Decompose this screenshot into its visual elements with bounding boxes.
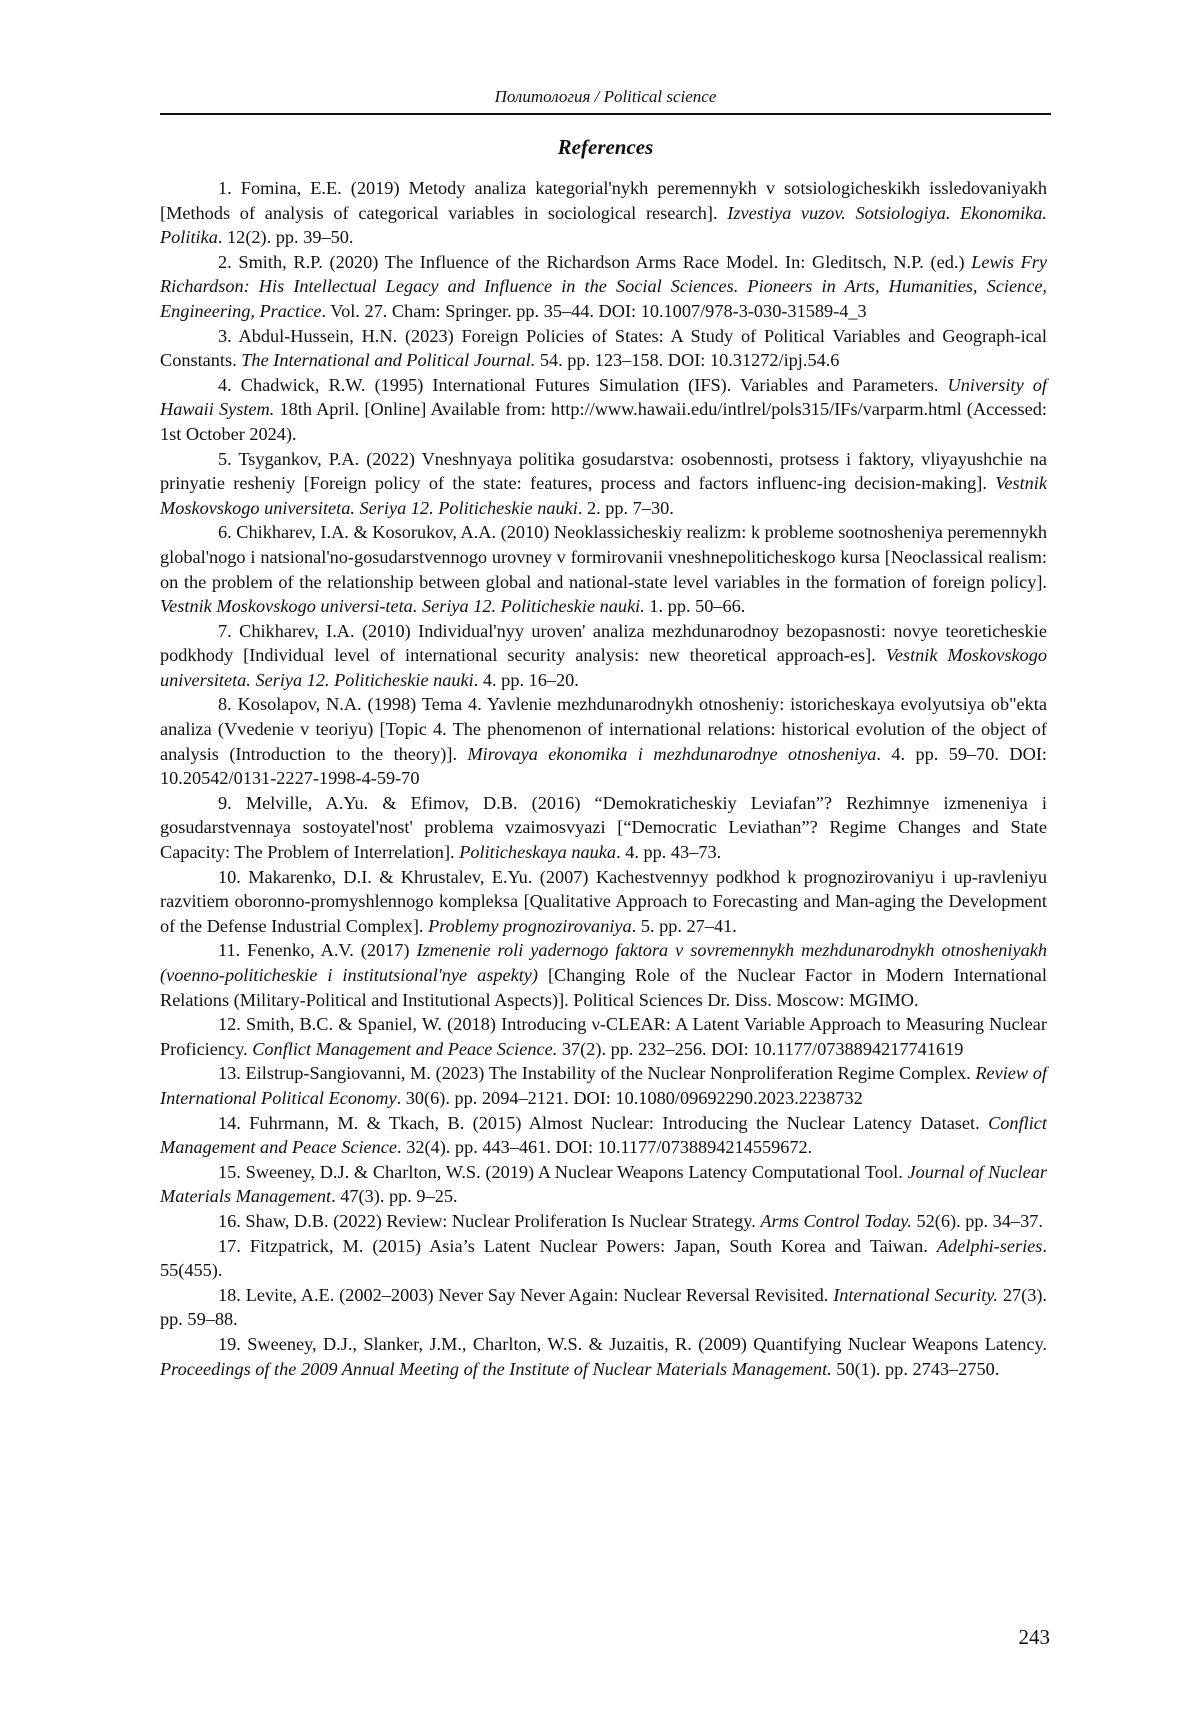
reference-item [160, 692, 1047, 790]
reference-item [160, 1283, 1047, 1332]
reference-item [160, 1234, 1047, 1283]
reference-source-title: Proceedings of the 2009 Annual Meeting of the Institute of Nuclear Materials Management. [160, 1358, 832, 1379]
reference-text: Chikharev, I.A. & Kosorukov, A.A. (2010) Neoklassicheskiy realizm: k probleme sootnosheniya peremennykh global'nogo i natsional'no-gosudarstvennogo urovney v formirovanii vneshnepoliticheskogo kursa [Neoclassical realism: on the problem of the relationship between global and national-state level variables in the formation of foreign policy]. [160, 522, 1047, 592]
reference-details: 54. pp. 123–158. DOI: 10.31272/ipj.54.6 [535, 350, 840, 371]
reference-number: 5. [218, 448, 232, 469]
reference-item [160, 324, 1047, 373]
reference-text: Makarenko, D.I. & Khrustalev, E.Yu. (2007) Kachestvennyy podkhod k prognozirovaniyu i up-ravleniyu razvitiem oboronno-promyshlennogo kompleksa [Qualitative Approach to Forecasting and Man-aging the Development of the Defense Industrial Complex]. [160, 866, 1047, 936]
reference-number: 15. [218, 1161, 241, 1182]
reference-source-title: Vestnik Moskovskogo universi-teta. Seriya 12. Politicheskie nauki. [160, 596, 645, 617]
reference-item [160, 520, 1047, 618]
reference-number: 12. [218, 1014, 241, 1035]
reference-source-title: Review of International Political Economy [160, 1063, 1047, 1108]
reference-source-title: Problemy prognozirovaniya [428, 915, 632, 936]
reference-number: 6. [218, 522, 232, 543]
reference-item [160, 447, 1047, 521]
reference-item [160, 176, 1047, 250]
reference-details: 50(1). pp. 2743–2750. [831, 1358, 1000, 1379]
reference-source-title: Lewis Fry Richardson: His Intellectual Legacy and Influence in the Social Sciences. Pioneers in Arts, Humanities, Science, Engineering, Practice [160, 251, 1047, 321]
reference-details: 27(3). pp. 59–88. [160, 1284, 1047, 1330]
reference-item [160, 1061, 1047, 1110]
reference-text: Sweeney, D.J. & Charlton, W.S. (2019) A Nuclear Weapons Latency Computational Tool. [240, 1161, 908, 1182]
reference-source-title: Conflict Management and Peace Science. [252, 1038, 558, 1059]
reference-item [160, 1160, 1047, 1209]
reference-text: Eilstrup-Sangiovanni, M. (2023) The Instability of the Nuclear Nonproliferation Regime Complex. [240, 1063, 976, 1084]
reference-details: 37(2). pp. 232–256. DOI: 10.1177/0738894217741619 [557, 1038, 964, 1059]
reference-text: Levite, A.E. (2002–2003) Never Say Never Again: Nuclear Reversal Revisited. [240, 1284, 834, 1305]
reference-number: 18. [218, 1284, 241, 1305]
reference-item [160, 373, 1047, 447]
reference-text: Chikharev, I.A. (2010) Individual'nyy uroven' analiza mezhdunarodnoy bezopasnosti: novye teoreticheskie podkhody [Individual level of international security analysis: new theoretical approach-es]. [160, 620, 1047, 666]
reference-text: Sweeney, D.J., Slanker, J.M., Charlton, W.S. & Juzaitis, R. (2009) Quantifying Nuclear Weapons Latency. [240, 1333, 1047, 1354]
reference-item [160, 865, 1047, 939]
reference-item [160, 250, 1047, 324]
running-head: Политология / Political science [494, 87, 717, 106]
reference-details: 52(6). pp. 34–37. [911, 1210, 1043, 1231]
reference-details: . 4. pp. 59–70. DOI: 10.20542/0131-2227-1998-4-59-70 [160, 743, 1047, 789]
page-number: 243 [1018, 1625, 1050, 1649]
reference-source-title: Mirovaya ekonomika i mezhdunarodnye otnosheniya [467, 743, 877, 764]
reference-details: [Changing Role of the Nuclear Factor in Modern International Relations (Military-Political and Institutional Aspects)]. Political Sciences Dr. Diss. Moscow: MGIMO. [160, 965, 1047, 1010]
reference-text: Smith, R.P. (2020) The Influence of the Richardson Arms Race Model. In: Gleditsch, N.P. (ed.) [231, 251, 972, 272]
reference-source-title: Politicheskaya nauka [459, 842, 617, 863]
reference-number: 2. [218, 251, 232, 272]
reference-details: . 12(2). pp. 39–50. [217, 227, 354, 248]
reference-item [160, 1332, 1047, 1381]
reference-item [160, 1111, 1047, 1160]
reference-item [160, 938, 1047, 1012]
reference-details: . 30(6). pp. 2094–2121. DOI: 10.1080/09692290.2023.2238732 [396, 1087, 863, 1108]
reference-source-title: Izvestiya vuzov. Sotsiologiya. Ekonomika. Politika [160, 202, 1047, 248]
reference-details: 1. pp. 50–66. [644, 596, 746, 617]
reference-number: 7. [218, 620, 232, 641]
reference-item [160, 619, 1047, 693]
reference-text: Abdul-Hussein, H.N. (2023) Foreign Policies of States: A Study of Political Variables and Geograph-ical Constants. [160, 325, 1047, 371]
reference-source-title: Conflict Management and Peace Science [160, 1112, 1047, 1158]
reference-details: . 4. pp. 43–73. [616, 842, 722, 863]
reference-text: Fenenko, A.V. (2017) [240, 940, 417, 961]
reference-text: Fomina, E.E. (2019) Metody analiza kategorial'nykh peremennykh v sotsiologicheskikh issledovaniyakh [Methods of analysis of categorical variables in sociological research]. [160, 178, 1047, 223]
reference-source-title: Adelphi-series [936, 1235, 1043, 1256]
reference-number: 10. [218, 866, 241, 887]
reference-text: Tsygankov, P.A. (2022) Vneshnyaya politika gosudarstva: osobennosti, protsess i faktory, vliyayushchie na prinyatie resheniy [Foreign policy of the state: features, process and factors influenc-ing decision-making]. [160, 448, 1047, 494]
reference-item [160, 791, 1047, 865]
reference-source-title: Vestnik Moskovskogo universiteta. Seriya 12. Politicheskie nauki [160, 645, 1047, 690]
reference-details: . 55(455). [160, 1235, 1047, 1281]
reference-number: 4. [218, 374, 232, 395]
reference-details: . Vol. 27. Cham: Springer. pp. 35–44. DOI: 10.1007/978-3-030-31589-4_3 [321, 300, 867, 321]
reference-number: 13. [218, 1063, 241, 1084]
reference-source-title: Vestnik Moskovskogo universiteta. Seriya 12. Politicheskie nauki [160, 473, 1047, 518]
reference-details: 18th April. [Online] Available from: http://www.hawaii.edu/intlrel/pols315/IFs/varparm.html (Accessed: 1st October 2024). [160, 399, 1047, 444]
reference-number: 11. [218, 940, 241, 961]
reference-text: Fuhrmann, M. & Tkach, B. (2015) Almost Nuclear: Introducing the Nuclear Latency Dataset. [240, 1112, 989, 1133]
header-rule [160, 113, 1051, 115]
reference-number: 14. [218, 1112, 241, 1133]
reference-text: Fitzpatrick, M. (2015) Asia’s Latent Nuclear Powers: Japan, South Korea and Taiwan. [240, 1235, 937, 1256]
reference-number: 8. [218, 694, 232, 715]
reference-number: 3. [218, 325, 232, 346]
reference-number: 19. [218, 1333, 241, 1354]
reference-source-title: Journal of Nuclear Materials Management [160, 1161, 1047, 1207]
reference-source-title: Izmenenie roli yadernogo faktora v sovremennykh mezhdunarodnykh otnosheniyakh (voenno-politicheskie i institutsional'nye aspekty) [160, 940, 1047, 985]
reference-number: 9. [218, 792, 232, 813]
reference-details: . 5. pp. 27–41. [631, 915, 737, 936]
section-title: References [557, 135, 654, 159]
reference-text: Shaw, D.B. (2022) Review: Nuclear Proliferation Is Nuclear Strategy. [240, 1210, 761, 1231]
reference-text: Smith, B.C. & Spaniel, W. (2018) Introducing ν-CLEAR: A Latent Variable Approach to Measuring Nuclear Proficiency. [160, 1014, 1047, 1059]
reference-details: . 4. pp. 16–20. [473, 669, 579, 690]
reference-source-title: University of Hawaii System. [160, 374, 1047, 420]
reference-details: . 2. pp. 7–30. [577, 497, 674, 518]
reference-text: Kosolapov, N.A. (1998) Tema 4. Yavlenie mezhdunarodnykh otnosheniy: istoricheskaya evolyutsiya ob"ekta analiza (Vvedenie v teoriyu) [Topic 4. The phenomenon of international relations: historical evolution of the object of analysis (Introduction to the theory)]. [160, 694, 1047, 764]
reference-details: . 32(4). pp. 443–461. DOI: 10.1177/0738894214559672. [397, 1137, 813, 1158]
reference-item [160, 1012, 1047, 1061]
reference-source-title: Arms Control Today. [760, 1210, 912, 1231]
reference-details: . 47(3). pp. 9–25. [331, 1186, 458, 1207]
reference-number: 1. [218, 178, 232, 198]
reference-text: Melville, A.Yu. & Efimov, D.B. (2016) “Demokraticheskiy Leviafan”? Rezhimnye izmeneniya i gosudarstvennaya sostoyatel'nost' problema vzaimosvyazi [“Democratic Leviathan”? Regime Changes and State Capacity: The Problem of Interrelation]. [160, 792, 1047, 863]
reference-number: 16. [218, 1210, 241, 1231]
reference-source-title: International Security. [833, 1284, 998, 1305]
reference-number: 17. [218, 1235, 241, 1256]
reference-text: Chadwick, R.W. (1995) International Futures Simulation (IFS). Variables and Parameters. [231, 374, 948, 395]
reference-source-title: The International and Political Journal. [241, 350, 536, 371]
reference-item [160, 1209, 1047, 1234]
reference-list [160, 176, 1047, 1381]
